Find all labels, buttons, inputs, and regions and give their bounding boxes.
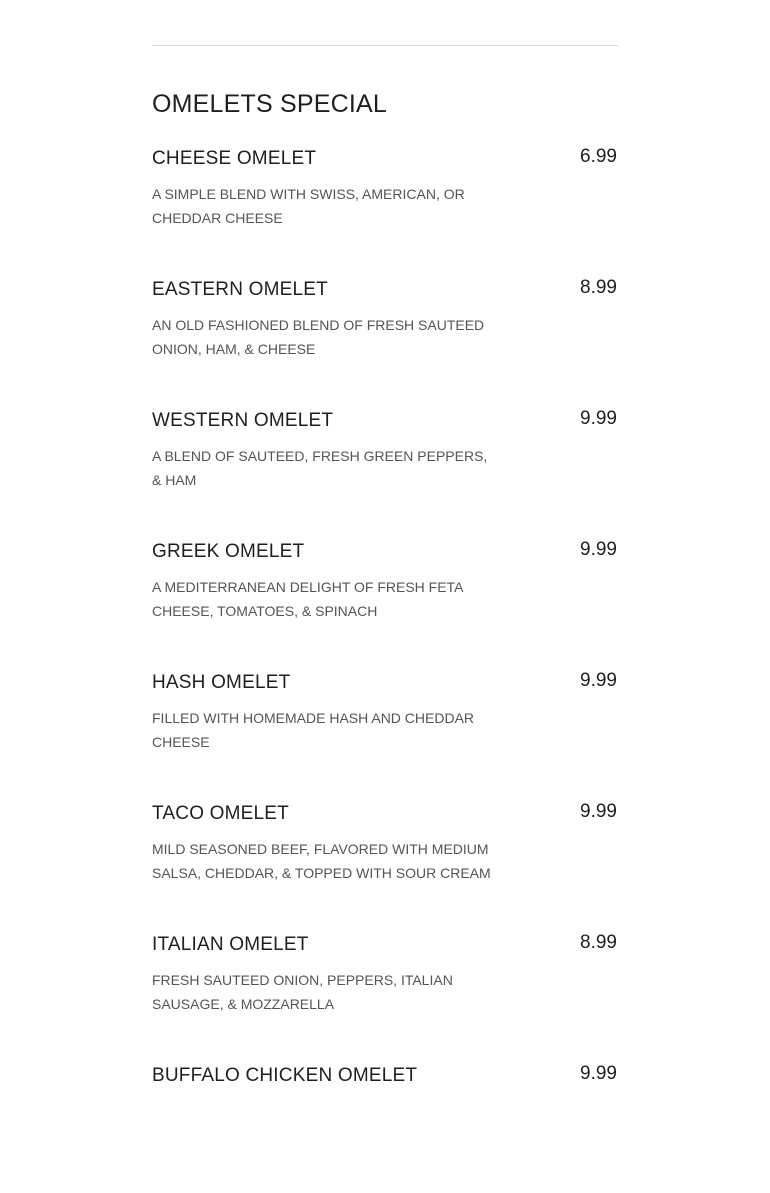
menu-item-name: GREEK OMELET (152, 541, 305, 562)
menu-item (152, 407, 618, 538)
menu-item-price: 9.99 (580, 670, 617, 691)
menu-item (152, 538, 618, 669)
section-title: OMELETS SPECIAL (152, 90, 388, 118)
menu-item-name: TACO OMELET (152, 803, 289, 824)
menu-item-description: FRESH SAUTEED ONION, PEPPERS, ITALIAN SAUSAGE, & MOZZARELLA (152, 972, 453, 1012)
menu-item-price: 9.99 (580, 1063, 617, 1084)
menu-item-description: A MEDITERRANEAN DELIGHT OF FRESH FETA CHEESE, TOMATOES, & SPINACH (152, 579, 463, 619)
menu-item (152, 1062, 618, 1193)
menu-item-price: 8.99 (580, 932, 617, 953)
menu-item-price: 8.99 (580, 277, 617, 298)
menu-item-description: MILD SEASONED BEEF, FLAVORED WITH MEDIUM SALSA, CHEDDAR, & TOPPED WITH SOUR CREAM (152, 841, 491, 881)
menu-item (152, 800, 618, 931)
menu-item-name: CHEESE OMELET (152, 148, 317, 169)
section-divider (152, 45, 618, 46)
menu-item (152, 669, 618, 800)
menu-item (152, 145, 618, 276)
menu-item-name: BUFFALO CHICKEN OMELET (152, 1065, 418, 1086)
menu-item-name: EASTERN OMELET (152, 279, 328, 300)
menu-item-name: WESTERN OMELET (152, 410, 334, 431)
menu-item-price: 9.99 (580, 539, 617, 560)
menu-item-name: HASH OMELET (152, 672, 291, 693)
menu-item-price: 9.99 (580, 801, 617, 822)
menu-item-description: AN OLD FASHIONED BLEND OF FRESH SAUTEED ONION, HAM, & CHEESE (152, 317, 485, 357)
menu-item-description: A BLEND OF SAUTEED, FRESH GREEN PEPPERS, & HAM (152, 448, 488, 488)
menu-item (152, 931, 618, 1062)
menu-item-price: 6.99 (580, 146, 617, 167)
menu-item-description: FILLED WITH HOMEMADE HASH AND CHEDDAR CHEESE (152, 710, 475, 750)
menu-item-price: 9.99 (580, 408, 617, 429)
menu-item (152, 276, 618, 407)
menu-item-list (152, 145, 618, 1193)
menu-item-description: A SIMPLE BLEND WITH SWISS, AMERICAN, OR CHEDDAR CHEESE (152, 186, 465, 226)
menu-item-name: ITALIAN OMELET (152, 934, 309, 955)
